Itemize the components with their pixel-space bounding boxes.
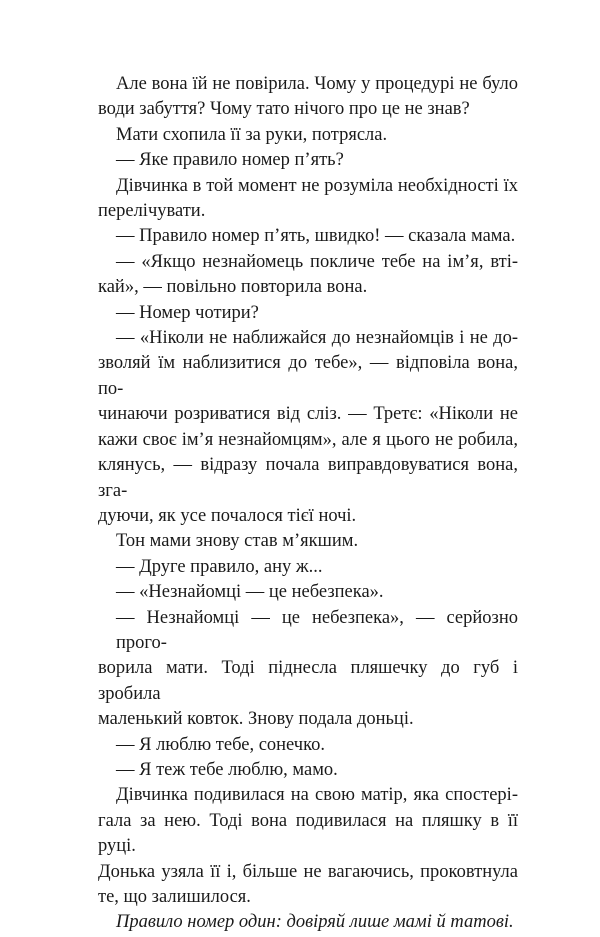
text-line: Донька узяла її і, більше не вагаючись, проковтнула bbox=[98, 861, 518, 882]
text-line: — Правило номер п’ять, швидко! — сказала мама. bbox=[116, 226, 516, 247]
text-line: — Номер чотири? bbox=[116, 302, 259, 323]
paragraph bbox=[98, 174, 518, 225]
text-line: те, що залишилося. bbox=[98, 887, 251, 907]
text-line: — Незнайомці — це небезпека», — серйозно прого- bbox=[116, 607, 518, 653]
paragraph bbox=[98, 733, 518, 758]
text-line: перелічувати. bbox=[98, 201, 206, 222]
paragraph bbox=[98, 606, 518, 733]
paragraph bbox=[98, 758, 518, 783]
text-line: кай», — повільно повторила вона. bbox=[98, 277, 368, 298]
paragraph bbox=[98, 529, 518, 554]
text-line: — «Ніколи не наближайся до незнайомців і не до- bbox=[116, 328, 518, 349]
text-line: — Я люблю тебе, сонечко. bbox=[116, 734, 326, 755]
paragraph bbox=[98, 224, 518, 249]
paragraph bbox=[98, 580, 518, 605]
text-line: Дівчинка в той момент не розуміла необхідності їх bbox=[116, 175, 518, 196]
paragraph bbox=[98, 250, 518, 301]
text-line: клянусь, — відразу почала виправдовуватися вона, зга- bbox=[98, 455, 518, 501]
text-line: зволяй їм наблизитися до тебе», — відповіла вона, по- bbox=[98, 353, 518, 399]
paragraph bbox=[98, 301, 518, 326]
text-line: — «Незнайомці — це небезпека». bbox=[116, 582, 384, 603]
text-line: — Друге правило, ану ж... bbox=[116, 556, 323, 577]
text-line: Дівчинка подивилася на свою матір, яка спостері- bbox=[116, 785, 518, 806]
text-line: кажи своє ім’я незнайомцям», але я цього не робила, bbox=[98, 429, 518, 450]
paragraph bbox=[98, 326, 518, 529]
text-line: — «Якщо незнайомець покличе тебе на ім’я, вті- bbox=[116, 251, 518, 272]
paragraph bbox=[98, 910, 518, 935]
text-line: чинаючи розриватися від сліз. — Третє: «Ніколи не bbox=[98, 404, 518, 425]
text-line: Правило номер один: довіряй лише мамі й татові. bbox=[116, 912, 514, 933]
text-line: — Я теж тебе люблю, мамо. bbox=[116, 759, 338, 780]
paragraph bbox=[98, 72, 518, 123]
text-line: ворила мати. Тоді піднесла пляшечку до губ і зробила bbox=[98, 658, 518, 704]
text-line: маленький ковток. Знову подала доньці. bbox=[98, 709, 414, 730]
text-line: гала за нею. Тоді вона подивилася на пляшку в її руці. bbox=[98, 810, 518, 857]
text-line: води забуття? Чому тато нічого про це не знав? bbox=[98, 99, 470, 120]
paragraph bbox=[98, 148, 518, 173]
text-line: Мати схопила її за руки, потрясла. bbox=[116, 124, 388, 145]
body-text bbox=[98, 72, 518, 936]
text-line: — Яке правило номер п’ять? bbox=[116, 150, 344, 171]
paragraph bbox=[98, 555, 518, 580]
paragraph bbox=[98, 783, 518, 910]
text-line: дуючи, як усе почалося тієї ночі. bbox=[98, 505, 357, 526]
text-line: Але вона їй не повірила. Чому у процедурі не було bbox=[116, 74, 518, 94]
text-line: Тон мами знову став м’якшим. bbox=[116, 531, 359, 552]
paragraph bbox=[98, 123, 518, 148]
